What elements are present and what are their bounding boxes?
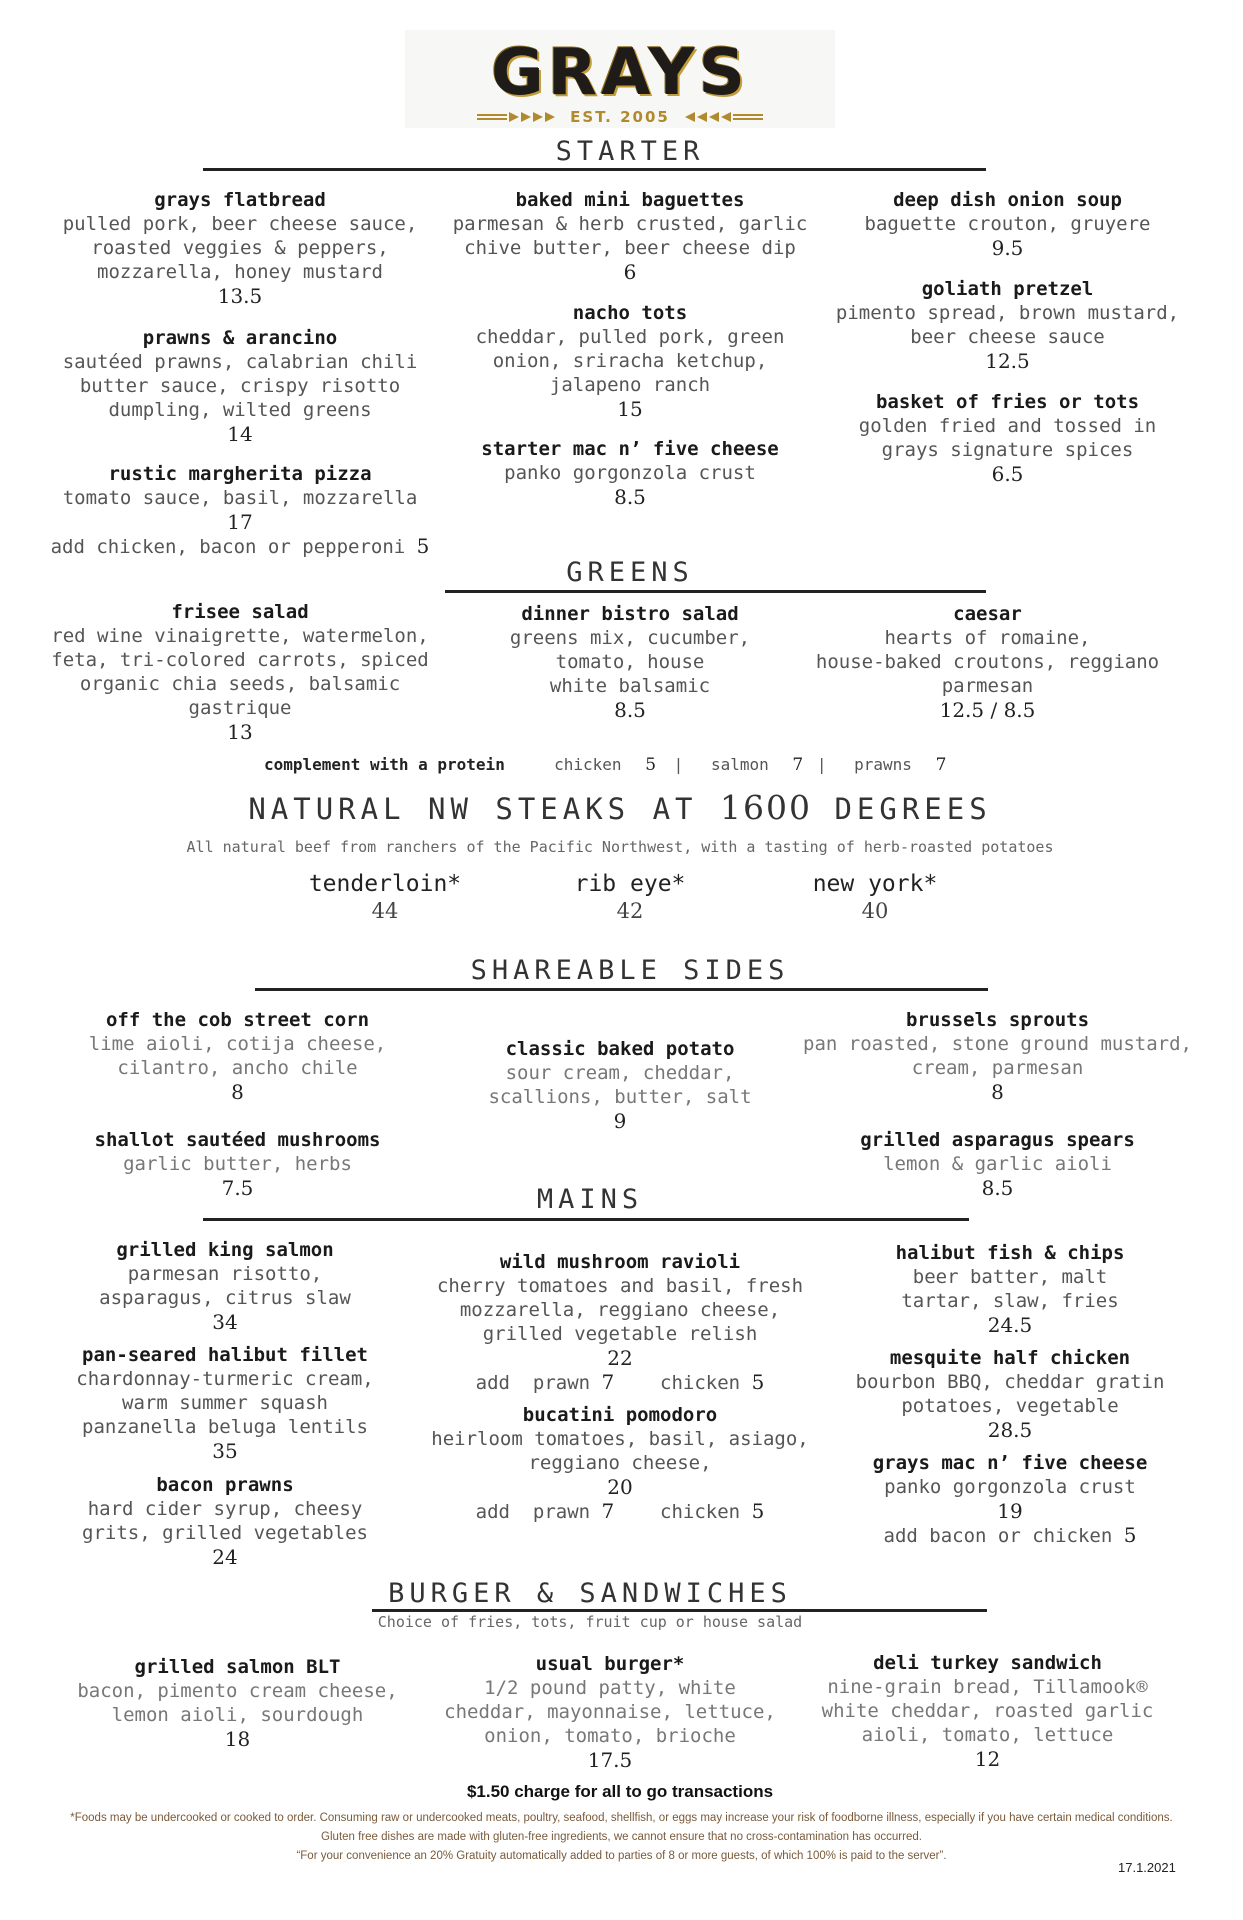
item-price: 35 (212, 1439, 238, 1463)
item-price: 8.5 (981, 1176, 1014, 1200)
item-price: 12.5 / 8.5 (939, 698, 1036, 722)
item-description: parmesan risotto, (127, 1263, 323, 1285)
item-name: grilled salmon BLT (134, 1656, 341, 1678)
item-description: butter sauce, crispy risotto (79, 375, 401, 397)
item-price: 6.5 (991, 462, 1024, 486)
menu-item-caesar (800, 602, 1175, 722)
addon-label: add chicken, bacon or pepperoni (50, 536, 406, 558)
divider (203, 168, 986, 171)
item-description: panzanella beluga lentils (82, 1416, 368, 1438)
item-price: 19 (997, 1499, 1023, 1523)
wheat-right-icon (678, 110, 763, 124)
menu-item-salmon-blt (50, 1655, 425, 1751)
footnote-undercooked: *Foods may be undercooked or cooked to order. Consuming raw or undercooked meats, poultry, seafood, shellfish, or eggs may increase your risk of foodborne illness, especially if you have certain medical conditions. (70, 1812, 1173, 1824)
divider (203, 1218, 969, 1221)
item-description: gastrique (188, 697, 292, 719)
item-name: basket of fries or tots (875, 391, 1140, 413)
menu-item-bucatini (420, 1403, 820, 1524)
item-description: house-baked croutons, reggiano (815, 651, 1160, 673)
logo (405, 30, 835, 128)
item-description: bourbon BBQ, cheddar gratin (855, 1371, 1165, 1393)
menu-item-onion-soup (820, 188, 1195, 260)
item-description: tartar, slaw, fries (901, 1290, 1119, 1312)
item-price: 6 (623, 260, 637, 284)
item-description: chive butter, beer cheese dip (464, 237, 796, 259)
menu-item-starter-mac (445, 437, 815, 509)
item-price: 42 (616, 899, 644, 923)
burgers-subtitle: Choice of fries, tots, fruit cup or house salad (377, 1613, 803, 1631)
item-description: golden fried and tossed in (858, 415, 1157, 437)
item-name: dinner bistro salad (521, 603, 739, 625)
item-name: pan-seared halibut fillet (82, 1344, 368, 1366)
item-name: caesar (953, 603, 1022, 625)
item-description: parmesan (941, 675, 1034, 697)
item-description: cheddar, mayonnaise, lettuce, (444, 1701, 776, 1723)
item-name: tenderloin* (308, 871, 462, 897)
item-description: grilled vegetable relish (482, 1323, 758, 1345)
protein-prawns-price: 7 (935, 755, 947, 775)
item-description: white cheddar, roasted garlic (821, 1700, 1154, 1722)
item-description: scallions, butter, salt (488, 1086, 752, 1108)
item-name: frisee salad (171, 601, 309, 623)
section-title-burgers: BURGER & SANDWICHES (388, 1578, 792, 1609)
item-description: lime aioli, cotija cheese, (88, 1033, 387, 1055)
menu-item-asparagus (810, 1128, 1185, 1200)
item-name: bucatini pomodoro (522, 1404, 718, 1426)
menu-item-mushroom-ravioli (420, 1250, 820, 1395)
item-name: shallot sautéed mushrooms (94, 1129, 381, 1151)
protein-salmon-price: 7 (792, 755, 804, 775)
section-title-sides: SHAREABLE SIDES (470, 955, 790, 986)
menu-item-goliath-pretzel (820, 277, 1195, 373)
item-addon (830, 1523, 1190, 1548)
protein-addons: complement with a protein chicken 5 | salmon 7 | prawns 7 (264, 755, 947, 775)
protein-prawns: prawns (854, 755, 912, 774)
menu-item-rib-eye (515, 870, 745, 924)
addon-label: add (475, 1501, 510, 1523)
menu-item-baked-potato (450, 1037, 790, 1133)
menu-item-half-chicken (830, 1346, 1190, 1442)
menu-item-brussels-sprouts (800, 1008, 1195, 1104)
menu-item-new-york (760, 870, 990, 924)
protein-label: complement with a protein (264, 755, 505, 774)
item-name: grilled king salmon (116, 1239, 334, 1261)
item-name: baked mini baguettes (515, 189, 745, 211)
item-description: onion, sriracha ketchup, (492, 350, 768, 372)
menu-item-usual-burger (415, 1652, 805, 1772)
menu-item-flatbread (50, 188, 430, 308)
item-description: roasted veggies & peppers, (91, 237, 389, 259)
item-description: parmesan & herb crusted, garlic (452, 213, 808, 235)
item-description: pulled pork, beer cheese sauce, (62, 213, 418, 235)
section-title-mains: MAINS (536, 1184, 644, 1215)
menu-item-fries-or-tots (820, 390, 1195, 486)
item-price: 17.5 (587, 1748, 633, 1772)
footnote-gluten-free: Gluten free dishes are made with gluten-free ingredients, we cannot ensure that no cross-contamination has occurred. (321, 1831, 922, 1843)
item-description: cilantro, ancho chile (117, 1057, 358, 1079)
item-name: mesquite half chicken (889, 1347, 1131, 1369)
addon-prawn-price: 7 (601, 1499, 615, 1523)
protein-chicken-price: 5 (645, 755, 657, 775)
section-title-greens: GREENS (566, 557, 694, 588)
item-price: 17 (227, 510, 253, 534)
item-description: asparagus, citrus slaw (99, 1287, 351, 1309)
item-description: greens mix, cucumber, (509, 627, 751, 649)
item-price: 18 (224, 1727, 251, 1751)
item-price: 13 (227, 720, 253, 744)
menu-item-prawns-arancino (50, 326, 430, 446)
divider (255, 988, 988, 991)
item-price: 14 (227, 422, 253, 446)
item-description: feta, tri-colored carrots, spiced (51, 649, 429, 671)
menu-item-grays-mac (830, 1451, 1190, 1548)
addon-prawn: prawn (532, 1372, 591, 1394)
item-description: cherry tomatoes and basil, fresh (436, 1275, 804, 1297)
menu-item-frisee-salad (40, 600, 440, 744)
item-description: pimento spread, brown mustard, (835, 302, 1180, 324)
item-description: nine-grain bread, Tillamook® (827, 1676, 1148, 1698)
protein-chicken: chicken (554, 755, 622, 774)
item-description: reggiano cheese, (528, 1452, 712, 1474)
item-price: 24 (212, 1545, 238, 1569)
item-price: 15 (617, 397, 643, 421)
steaks-subtitle: All natural beef from ranchers of the Pacific Northwest, with a tasting of herb-roasted potatoes (186, 838, 1054, 856)
menu-item-halibut-fillet (50, 1343, 400, 1463)
item-name: starter mac n’ five cheese (481, 438, 779, 460)
item-name: wild mushroom ravioli (499, 1251, 741, 1273)
menu-item-nacho-tots (445, 301, 815, 421)
item-description: warm summer squash (122, 1392, 328, 1414)
addon-label: add bacon or chicken (883, 1525, 1113, 1547)
item-description: panko gorgonzola crust (504, 462, 756, 484)
item-addon (420, 1499, 820, 1524)
item-description: sour cream, cheddar, (505, 1062, 735, 1084)
item-description: onion, tomato, brioche (484, 1725, 736, 1747)
item-name: grilled asparagus spears (860, 1129, 1135, 1151)
addon-chicken-price: 5 (751, 1499, 765, 1523)
item-price: 7.5 (221, 1176, 254, 1200)
item-price: 9.5 (991, 236, 1024, 260)
item-name: halibut fish & chips (895, 1242, 1125, 1264)
addon-prawn-price: 7 (601, 1370, 615, 1394)
togo-charge: $1.50 charge for all to go transactions (466, 1782, 774, 1801)
item-addon (50, 534, 430, 559)
logo-established: EST. 2005 (570, 108, 670, 126)
item-description: grays signature spices (881, 439, 1134, 461)
item-price: 24.5 (987, 1313, 1033, 1337)
item-name: deli turkey sandwich (873, 1652, 1102, 1674)
item-price: 13.5 (217, 284, 263, 308)
addon-chicken-price: 5 (751, 1370, 765, 1394)
item-description: dumpling, wilted greens (108, 399, 372, 421)
item-price: 8.5 (614, 485, 646, 509)
steaks-title-b: DEGREES (834, 792, 992, 826)
item-description: baguette crouton, gruyere (864, 213, 1151, 235)
item-description: lemon aioli, sourdough (111, 1704, 364, 1726)
item-description: cream, parmesan (911, 1057, 1084, 1079)
item-description: hard cider syrup, cheesy (87, 1498, 363, 1520)
menu-item-tenderloin (270, 870, 500, 924)
item-price: 44 (371, 899, 399, 923)
item-name: goliath pretzel (921, 278, 1094, 300)
menu-item-mini-baguettes (445, 188, 815, 284)
section-title-starter: STARTER (555, 136, 705, 167)
menu-item-bistro-salad (460, 602, 800, 722)
item-name: nacho tots (572, 302, 688, 324)
menu-item-fish-and-chips (830, 1241, 1190, 1337)
item-description: heirloom tomatoes, basil, asiago, (431, 1428, 809, 1450)
menu-item-mushrooms (50, 1128, 425, 1200)
item-name: usual burger* (535, 1653, 685, 1675)
addon-chicken: chicken (660, 1372, 741, 1394)
item-description: chardonnay-turmeric cream, (76, 1368, 374, 1390)
logo-wordmark: GRAYS (491, 36, 749, 110)
item-price: 28.5 (987, 1418, 1033, 1442)
item-description: mozzarella, honey mustard (97, 261, 383, 283)
item-description: lemon & garlic aioli (883, 1153, 1112, 1175)
item-description: pan roasted, stone ground mustard, (803, 1033, 1192, 1055)
item-description: grits, grilled vegetables (82, 1522, 368, 1544)
item-description: red wine vinaigrette, watermelon, (51, 625, 429, 647)
item-description: tomato sauce, basil, mozzarella (62, 487, 418, 509)
item-description: tomato, house (555, 651, 705, 673)
item-description: sautéed prawns, calabrian chili (62, 351, 418, 373)
item-price: 8 (231, 1080, 244, 1104)
addon-chicken: chicken (660, 1501, 741, 1523)
addon-prawn: prawn (532, 1501, 591, 1523)
item-price: 40 (861, 899, 889, 923)
footnote-gratuity: “For your convenience an 20% Gratuity automatically added to parties of 8 or more guests, of which 100% is paid to the server”. (296, 1850, 947, 1862)
item-name: off the cob street corn (105, 1009, 370, 1031)
steaks-title-a: NATURAL NW STEAKS AT (248, 792, 698, 826)
item-description: beer batter, malt (912, 1266, 1108, 1288)
menu-item-street-corn (50, 1008, 425, 1104)
item-name: classic baked potato (505, 1038, 735, 1060)
protein-salmon: salmon (710, 755, 769, 774)
item-name: rustic margherita pizza (108, 463, 372, 485)
item-name: rib eye* (574, 871, 686, 897)
item-description: 1/2 pound patty, white (484, 1677, 736, 1699)
item-name: deep dish onion soup (893, 189, 1122, 211)
item-name: new york* (812, 871, 938, 897)
item-addon (420, 1370, 820, 1395)
item-price: 20 (607, 1475, 633, 1499)
item-price: 8 (991, 1080, 1004, 1104)
item-name: brussels sprouts (905, 1009, 1090, 1031)
item-price: 8.5 (614, 698, 646, 722)
section-title-steaks (140, 788, 1100, 827)
item-description: cheddar, pulled pork, green (475, 326, 785, 348)
menu-item-margherita-pizza (50, 462, 430, 559)
item-description: organic chia seeds, balsamic (79, 673, 401, 695)
item-description: panko gorgonzola crust (884, 1476, 1136, 1498)
item-name: bacon prawns (156, 1474, 294, 1496)
menu-date: 17.1.2021 (1118, 1860, 1176, 1875)
item-name: grays mac n’ five cheese (872, 1452, 1148, 1474)
menu-item-turkey-sandwich (800, 1651, 1175, 1771)
item-description: hearts of romaine, (884, 627, 1091, 649)
item-price: 22 (607, 1346, 633, 1370)
divider (445, 590, 986, 593)
item-price: 12 (974, 1747, 1001, 1771)
item-description: jalapeno ranch (549, 374, 711, 396)
item-name: grays flatbread (154, 189, 326, 211)
item-description: bacon, pimento cream cheese, (77, 1680, 398, 1702)
item-description: white balsamic (549, 675, 711, 697)
divider (372, 1609, 987, 1612)
item-price: 12.5 (985, 349, 1030, 373)
item-description: garlic butter, herbs (123, 1153, 352, 1175)
addon-label: add (475, 1372, 510, 1394)
addon-price: 5 (1123, 1523, 1137, 1547)
item-description: aioli, tomato, lettuce (861, 1724, 1114, 1746)
item-name: prawns & arancino (142, 327, 338, 349)
menu-item-bacon-prawns (50, 1473, 400, 1569)
addon-price: 5 (416, 534, 430, 558)
item-description: beer cheese sauce (910, 326, 1105, 348)
item-price: 34 (212, 1310, 238, 1334)
steaks-title-number: 1600 (720, 788, 812, 827)
menu-item-king-salmon (50, 1238, 400, 1334)
item-price: 9 (613, 1109, 627, 1133)
item-description: mozzarella, reggiano cheese, (459, 1299, 781, 1321)
item-description: potatoes, vegetable (901, 1395, 1119, 1417)
